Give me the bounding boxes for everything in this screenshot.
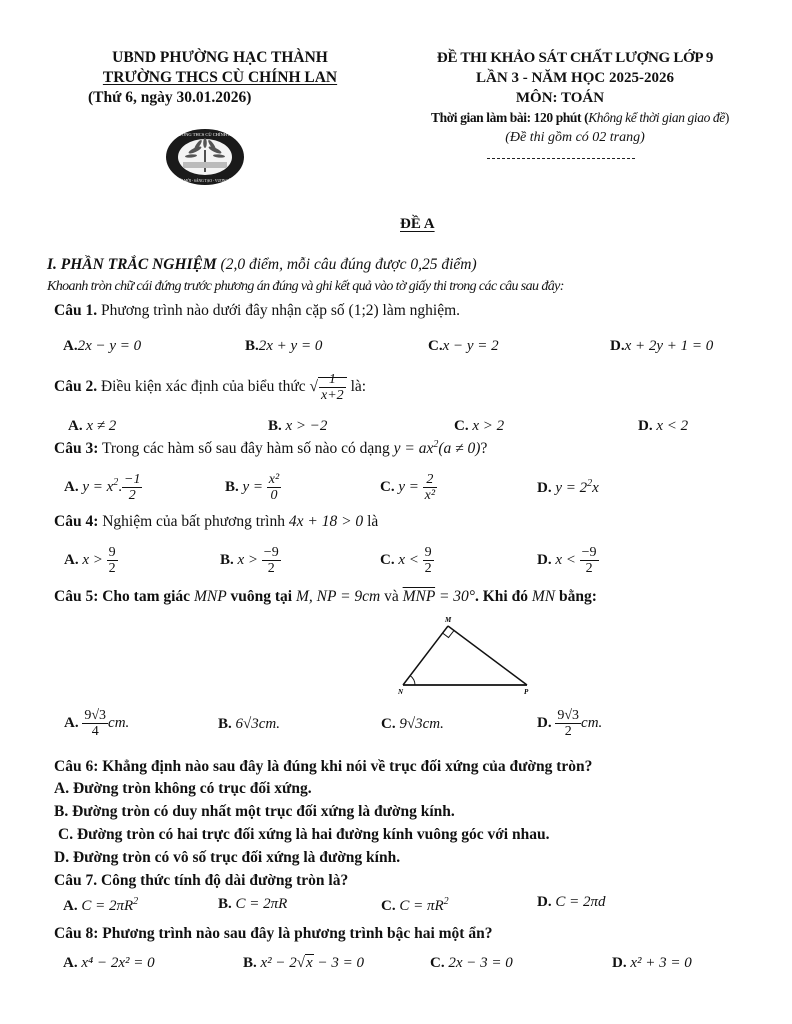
school-name: TRƯỜNG THCS CÙ CHÍNH LAN: [102, 69, 338, 86]
q5-option-c[interactable]: C. 9√3cm.: [381, 716, 444, 732]
question-1: Câu 1. Phương trình nào dưới đây nhận cặp số (1;2) làm nghiệm.: [54, 302, 461, 319]
question-6: Câu 6: Khẳng định nào sau đây là đúng khi nói về trục đối xứng của đường tròn?: [54, 758, 593, 775]
seal-top-text: TRƯỜNG THCS CÙ CHÍNH LAN: [172, 132, 238, 137]
q8-option-b[interactable]: B. x² − 2√x − 3 = 0: [243, 955, 364, 971]
question-3: Câu 3: Trong các hàm số sau đây hàm số nào có dạng $y = ax^2(a \ne 0)$?: [54, 439, 488, 458]
school-header: [60, 48, 380, 108]
q1-option-b[interactable]: B.2x + y = 0: [245, 338, 323, 354]
q8-option-a[interactable]: A. x⁴ − 2x² = 0: [63, 955, 155, 971]
q5-option-d[interactable]: D. $\frac{9√3}{2}$ cm.: [537, 708, 603, 739]
triangle-mnp-figure: [390, 612, 540, 696]
vertex-label-p: P: [524, 688, 529, 696]
exam-subject: MÔN: TOÁN: [515, 90, 605, 106]
q6-option-c[interactable]: C. Đường tròn có hai trực đối xứng là hai đường kính vuông góc với nhau.: [58, 826, 550, 843]
q8-option-d[interactable]: D. x² + 3 = 0: [612, 955, 692, 971]
exam-title: ĐỀ THI KHẢO SÁT CHẤT LƯỢNG LỚP 9: [436, 50, 714, 66]
seal-bottom-text: ĐỔI MỚI - SÁNG TẠO - VƯƠN LÊN: [176, 179, 234, 183]
q7-option-a[interactable]: A. $C = 2\pi R^2$: [63, 896, 139, 914]
q6-option-b[interactable]: B. Đường tròn có duy nhất một trục đối xứng là đường kính.: [54, 803, 455, 820]
q4-option-a[interactable]: A. x > $\frac{9}{2}$: [64, 545, 116, 576]
authority-name: UBND PHƯỜNG HẠC THÀNH: [112, 49, 328, 66]
vertex-label-m: M: [445, 616, 452, 624]
q5-option-b[interactable]: B. 6√3cm.: [218, 716, 280, 732]
angle-arc-n: [410, 676, 415, 686]
exam-round: LẦN 3 - NĂM HỌC 2025-2026: [476, 70, 674, 86]
exam-pages: (Đề thi gồm có 02 trang): [505, 130, 645, 145]
q5-option-a[interactable]: A. $\frac{9√3}{4}$ cm.: [64, 708, 130, 739]
q3-option-b[interactable]: B. y = $\frac{\text{x²}}{0}$: [225, 472, 280, 503]
section-title: I. PHẦN TRẮC NGHIỆM (2,0 điểm, mỗi câu đúng được 0,25 điểm): [47, 256, 477, 273]
q6-option-a[interactable]: A. Đường tròn không có trục đối xứng.: [54, 780, 312, 797]
q7-option-b[interactable]: B. C = 2πR: [218, 896, 288, 912]
q1-option-a[interactable]: A.2x − y = 0: [63, 338, 142, 354]
side-nm: [403, 626, 448, 685]
q1-option-c[interactable]: C.x − y = 2: [428, 338, 499, 354]
q2-option-b[interactable]: B. x > −2: [268, 418, 328, 434]
exam-header: [385, 48, 765, 148]
q8-option-c[interactable]: C. 2x − 3 = 0: [430, 955, 513, 971]
q4-option-d[interactable]: D. x < $\frac{-9}{2}$: [537, 545, 597, 576]
q2-option-d[interactable]: D. x < 2: [638, 418, 689, 434]
question-8: Câu 8: Phương trình nào sau đây là phương trình bậc hai một ẩn?: [54, 925, 493, 942]
question-4: Câu 4: Nghiệm của bất phương trình 4x + 18 > 0 là: [54, 513, 379, 530]
header-divider: [487, 158, 635, 159]
q1-option-d[interactable]: D.x + 2y + 1 = 0: [610, 338, 714, 354]
sqrt-expression: √ $\frac{1}{x+2}$: [310, 372, 347, 403]
q3-option-a[interactable]: A. $y = x^2$. $\frac{-1}{2}$: [64, 472, 141, 503]
exam-time: Thời gian làm bài: 120 phút (Không kể thời gian giao đề): [431, 110, 729, 125]
question-7: Câu 7. Công thức tính độ dài đường tròn là?: [54, 872, 349, 889]
q4-option-b[interactable]: B. x > $\frac{-9}{2}$: [220, 545, 279, 576]
exam-code: ĐỀ A: [400, 216, 435, 232]
q6-option-d[interactable]: D. Đường tròn có vô số trục đối xứng là đường kính.: [54, 849, 401, 866]
school-seal-icon: [165, 128, 245, 186]
exam-date: (Thứ 6, ngày 30.01.2026): [88, 89, 252, 106]
side-mp: [448, 626, 527, 685]
section-note: (2,0 điểm, mỗi câu đúng được 0,25 điểm): [220, 256, 477, 273]
q3-option-d[interactable]: D. $y = 2^2x$: [537, 478, 599, 496]
question-2: Câu 2. Điều kiện xác định của biểu thức √ $\frac{1}{x+2}$ là:: [54, 372, 367, 403]
q7-option-d[interactable]: D. C = 2πd: [537, 894, 606, 910]
question-5: Câu 5: Cho tam giác MNP vuông tại M, NP = 9cm và $\overline{MNP} = 30^\circ$. Khi đó MN bằng:: [54, 588, 597, 605]
section-instruction: Khoanh tròn chữ cái đứng trước phương án đúng và ghi kết quả vào tờ giấy thi trong các câu sau đây:: [47, 279, 564, 294]
q7-option-c[interactable]: C. $C = \pi R^2$: [381, 896, 449, 914]
q2-option-a[interactable]: A. x ≠ 2: [68, 418, 117, 434]
q3-option-c[interactable]: C. y = $\frac{2}{\text{x²}}$: [380, 472, 436, 503]
vertex-label-n: N: [398, 688, 404, 696]
q2-option-c[interactable]: C. x > 2: [454, 418, 505, 434]
q4-option-c[interactable]: C. x < $\frac{9}{2}$: [380, 545, 432, 576]
